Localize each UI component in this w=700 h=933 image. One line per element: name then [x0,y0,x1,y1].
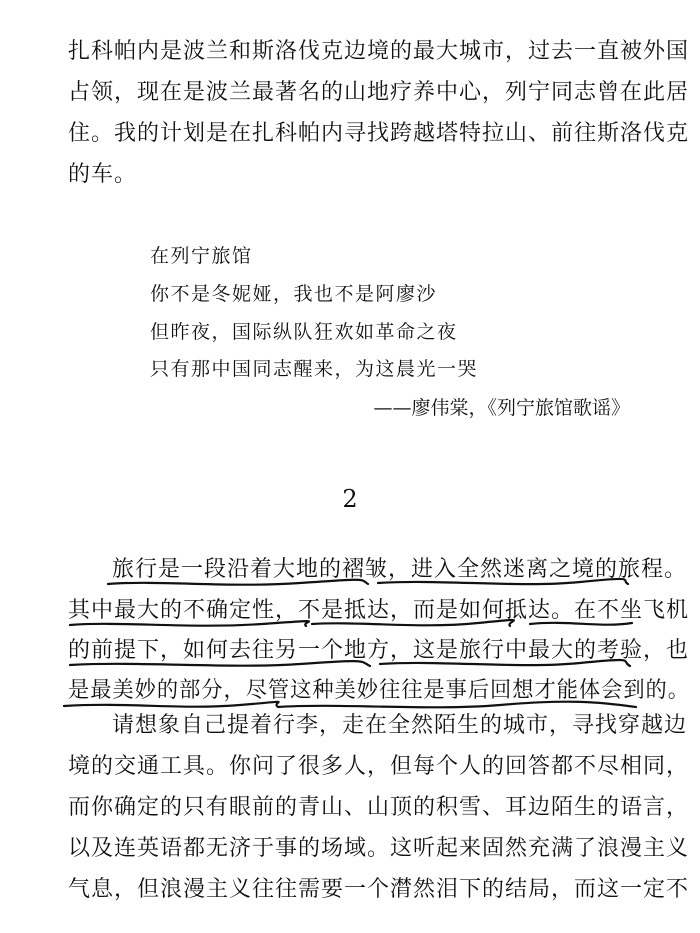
text-line: 扎科帕内是波兰和斯洛伐克边境的最大城市，过去一直被外国 [68,39,690,64]
text-line: 占领，现在是波兰最著名的山地疗养中心，列宁同志曾在此居 [68,80,690,105]
poem-line: 只有那中国同志醒来，为这晨光一哭 [150,358,479,380]
text-line: 气息，但浪漫主义往往需要一个潸然泪下的结局，而这一定不 [68,877,690,902]
text-line: 的车。 [68,162,138,187]
text-line: 旅行是一段沿着大地的褶皱，进入全然迷离之境的旅程。 [112,557,688,582]
poem-line: 但昨夜，国际纵队狂欢如革命之夜 [150,321,458,343]
poem-line: 在列宁旅馆 [150,245,253,267]
text-line: 其中最大的不确定性，不是抵达，而是如何抵达。在不坐飞机 [68,598,690,623]
text-line: 的前提下，如何去往另一个地方，这是旅行中最大的考验，也 [68,638,690,663]
poem-attribution: ——廖伟棠，《列宁旅馆歌谣》 [373,397,630,419]
section-number: 2 [342,485,358,513]
poem-line: 你不是冬妮娅，我也不是阿廖沙 [150,283,438,305]
text-line: 是最美妙的部分，尽管这种美妙往往是事后回想才能体会到的。 [68,678,690,703]
text-line: 而你确定的只有眼前的青山、山顶的积雪、耳边陌生的语言， [68,795,690,820]
text-line: 请想象自己提着行李，走在全然陌生的城市，寻找穿越边 [112,713,688,738]
text-line: 境的交通工具。你问了很多人，但每个人的回答都不尽相同， [68,754,690,779]
text-line: 住。我的计划是在扎科帕内寻找跨越塔特拉山、前往斯洛伐克 [68,121,690,146]
text-line: 以及连英语都无济于事的场域。这听起来固然充满了浪漫主义 [68,836,690,861]
